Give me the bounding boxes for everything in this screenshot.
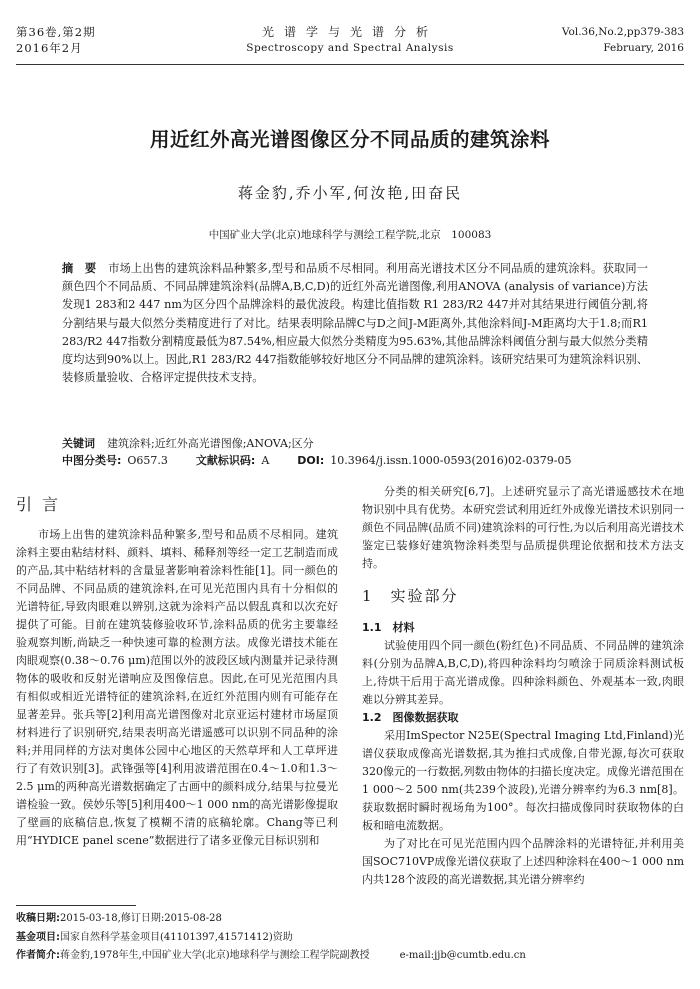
doi-value: 10.3964/j.issn.1000-0593(2016)02-0379-05: [330, 454, 572, 467]
journal-pages-info: [562, 24, 684, 56]
data-acquisition-paragraph-1: 采用ImSpector N25E(Spectral Imaging Ltd,Finland)光谱仪获取成像高光谱数据,其为推扫式成像,自带光源,每次可获取320像元的一行数据,列数由物体的扫描长度决定。成像光谱范围在1 000～2 500 nm(共239个波段),光谱分辨率约为6.3 nm[8]。获取数据时瞬时视场角为100°。每次扫描成像同时获取物体的白板和暗电流数据。: [362, 729, 684, 832]
introduction-continued: 分类的相关研究[6,7]。上述研究显示了高光谱遥感技术在地物识别中具有优势。本研究尝试利用近红外成像光谱技术识别同一颜色不同品牌(品质不同)建筑涂料的可行性,为以后利用高光谱技术鉴定已装修好建筑物涂料类型与品质提供理论依据和技术方法支持。: [362, 485, 684, 570]
paper-title: 用近红外高光谱图像区分不同品质的建筑涂料: [149, 128, 550, 151]
keywords-label: 关键词: [62, 437, 95, 450]
introduction-paragraph: 市场上出售的建筑涂料品种繁多,型号和品质不尽相同。建筑涂料主要由粘结材料、颜料、填料、稀释剂等经一定工艺制造而成的产品,其中粘结材料的含量显著影响着涂料性能[1]。同一颜色的不同品牌、不同品质的建筑涂料,在可见光范围内具有十分相似的光谱特征,导致肉眼难以辨别,这就为涂料产品以假乱真和以次充好提供了可能。目前在建筑装修验收环节,涂料品质的优劣主要靠经验观察判断,尚缺乏一种快速可靠的检测方法。成像光谱技术能在肉眼观察(0.38～0.76 μm)范围以外的波段区域内测量并记录待测物体的吸收和反射光谱响应及图像信息。因此,在可见光范围内具有相似或相近光谱特征的建筑涂料,在近红外范围内则有可能存在显著差异。张兵等[2]利用高光谱图像对北京亚运村建材市场屋顶材料进行了识别研究,结果表明高光谱遥感可以识别不同品种的涂料;并用同样的方法对奥体公园中心地区的天然草坪和人工草坪进行了有效识别[3]。武锋强等[4]利用波谱范围在0.4～1.0和1.3～2.5 μm的两种高光谱数据确定了古画中的颜料成分,结果与拉曼光谱检验一致。侯妙乐等[5]利用400～1 000 nm的高光谱影像提取了壁画的底稿信息,恢复了模糊不清的底稿轮廓。Chang等已利用“HYDICE panel scene”数据进行了诸多亚像元目标识别和: [16, 528, 338, 847]
author-list: 蒋金豹,乔小军,何汝艳,田奋民: [237, 184, 463, 202]
month-year: February, 2016: [603, 42, 684, 54]
affiliation: 中国矿业大学(北京)地球科学与测绘工程学院,北京 100083: [208, 229, 492, 241]
header-divider: [16, 64, 684, 65]
doc-code-label: 文献标识码:: [195, 454, 256, 467]
abstract: [62, 260, 648, 387]
received-label: 收稿日期:: [16, 913, 60, 924]
subsection-heading-data-acquisition: 1.2 图像数据获取: [362, 711, 459, 724]
keywords-text: 建筑涂料;近红外高光谱图像;ANOVA;区分: [107, 437, 314, 450]
footnote-author: [16, 947, 684, 966]
clc-value: O657.3: [127, 454, 168, 467]
doc-code-value: A: [261, 454, 270, 467]
abstract-text: 市场上出售的建筑涂料品种繁多,型号和品质不尽相同。利用高光谱技术区分不同品质的建筑涂料。获取同一颜色四个不同品质、不同品牌建筑涂料(品牌A,B,C,D)的近红外高光谱图像,利用ANOVA (analysis of variance)方法发现1 283和2 447 nm为区分四个品牌涂料的最优波段。构建比值指数 R1 283/R2 447并对其结果进行阈值分割,将分割结果与最大似然分类精度进行了对比。结果表明除品牌C与D之间J-M距离外,其他涂料间J-M距离均大于1.8;而R1 283/R2 447指数分割精度最低为87.54%,相应最大似然分类精度为95.63%,其他品牌涂料阈值分割与最大似然分类精度均达到90%以上。因此,R1 283/R2 447指数能够较好地区分不同品牌的建筑涂料。该研究结果可为建筑涂料识别、装修质量验收、合格评定提供技术支持。: [62, 262, 648, 385]
footnote-received: [16, 910, 684, 929]
journal-name-en: Spectroscopy and Spectral Analysis: [246, 42, 454, 54]
funding-text: 国家自然科学基金项目(41101397,41571412)资助: [60, 931, 293, 943]
running-header: [16, 20, 684, 76]
received-dates: 2015-03-18,修订日期:2015-08-28: [60, 913, 222, 924]
right-column: [362, 483, 684, 889]
journal-name-cn: 光谱学与光谱分析: [261, 25, 438, 39]
doi-label: DOI:: [297, 454, 325, 467]
section-heading-experiment: 1 实验部分: [362, 587, 459, 605]
author-email: e-mail:jjb@cumtb.edu.cn: [399, 950, 526, 961]
classification-line: [62, 453, 662, 469]
author-bio-label: 作者简介:: [16, 950, 60, 961]
footnotes: [16, 910, 684, 966]
left-column: [16, 496, 338, 850]
vol-pages: Vol.36,No.2,pp379-383: [561, 26, 684, 38]
materials-paragraph: 试验使用四个同一颜色(粉红色)不同品质、不同品牌的建筑涂料(分别为品牌A,B,C,D),将四种涂料均匀喷涂于同质涂料测试板上,待烘干后用于高光谱成像。四种涂料颜色、外观基本一致,肉眼难以分辨其差异。: [362, 639, 684, 706]
abstract-label: 摘 要: [62, 262, 97, 275]
footnote-funding: [16, 929, 684, 948]
clc-label: 中图分类号:: [62, 454, 122, 467]
funding-label: 基金项目:: [16, 931, 60, 943]
volume-issue: 第36卷,第2期: [16, 25, 96, 39]
section-heading-introduction: 引言: [16, 495, 69, 514]
subsection-heading-materials: 1.1 材料: [362, 621, 415, 634]
keywords: [62, 436, 648, 452]
data-acquisition-paragraph-2: 为了对比在可见光范围内四个品牌涂料的光谱特征,并利用美国SOC710VP成像光谱仪获取了上述四种涂料在400～1 000 nm内共128个波段的高光谱数据,其光谱分辨率约: [362, 837, 684, 886]
author-bio-text: 蒋金豹,1978年生,中国矿业大学(北京)地球科学与测绘工程学院副教授: [60, 950, 370, 961]
publication-date: 2016年2月: [16, 41, 83, 55]
footnote-divider: [16, 905, 136, 906]
